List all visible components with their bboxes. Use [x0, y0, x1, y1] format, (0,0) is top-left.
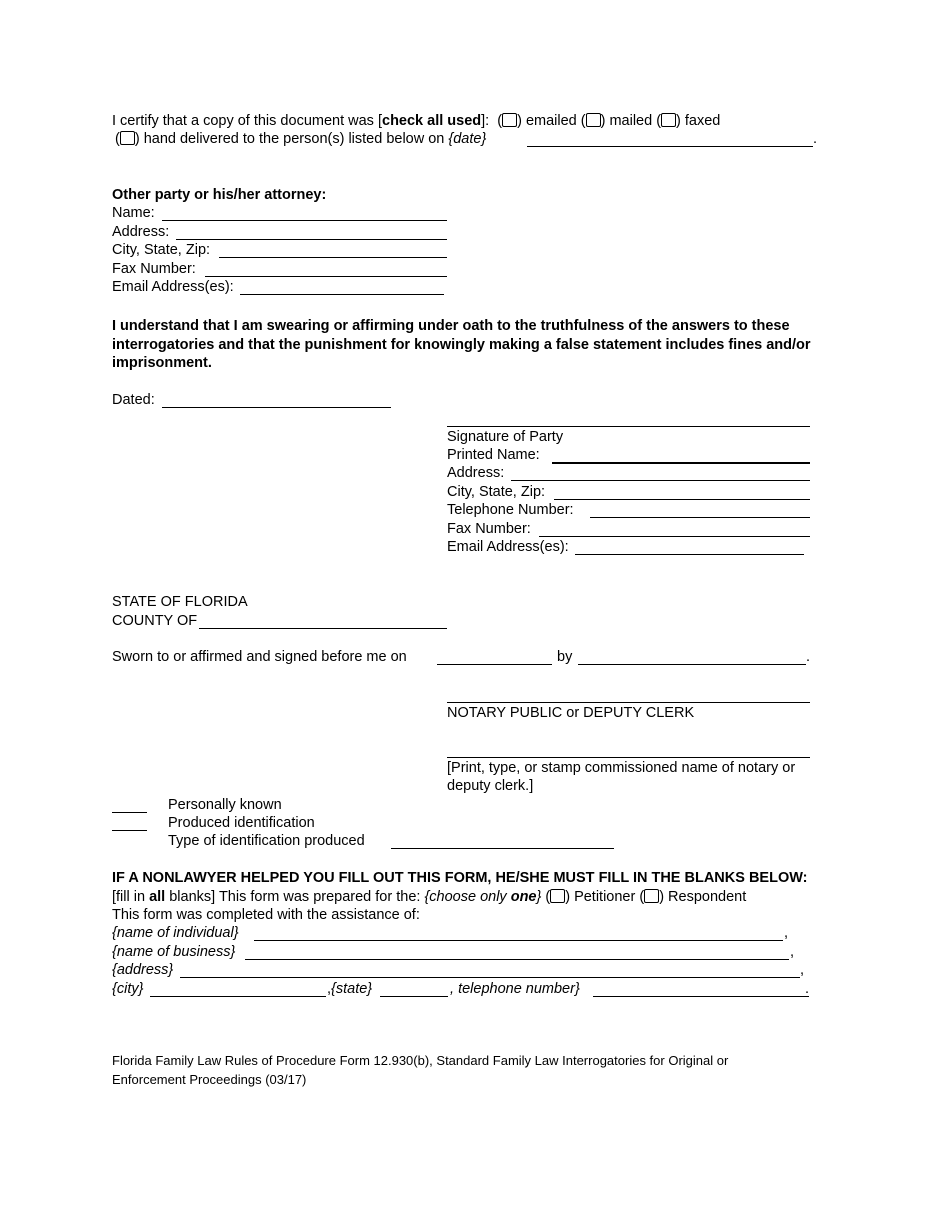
other-party-address-field[interactable]	[176, 239, 447, 240]
sworn-by-label: by	[557, 649, 573, 665]
other-party-name-label: Name:	[112, 205, 155, 221]
sig-telephone-label: Telephone Number:	[447, 502, 574, 518]
other-party-fax-field[interactable]	[205, 276, 447, 277]
petitioner-checkbox[interactable]	[550, 889, 565, 903]
address-label: {address}	[112, 962, 174, 978]
city-label: {city}	[112, 981, 144, 997]
id-type-field[interactable]	[391, 848, 614, 849]
dated-field[interactable]	[162, 407, 391, 408]
other-party-fax-label: Fax Number:	[112, 261, 196, 277]
notary-signature-field[interactable]	[447, 702, 810, 703]
sig-telephone-field[interactable]	[590, 517, 810, 518]
business-field[interactable]	[245, 959, 789, 960]
personally-known-field[interactable]	[112, 812, 147, 813]
emailed-checkbox[interactable]	[502, 113, 517, 127]
produced-id-label: Produced identification	[168, 815, 315, 831]
individual-field[interactable]	[254, 940, 783, 941]
other-party-email-field[interactable]	[240, 294, 444, 295]
notary-name-field[interactable]	[447, 757, 810, 758]
oath-line-1: I understand that I am swearing or affirming under oath to the truthfulness of the answers to these	[112, 318, 790, 334]
sig-email-label: Email Address(es):	[447, 539, 569, 555]
delivery-date-field[interactable]	[527, 146, 813, 147]
assist-city-field[interactable]	[150, 996, 326, 997]
nonlawyer-heading: IF A NONLAWYER HELPED YOU FILL OUT THIS FORM, HE/SHE MUST FILL IN THE BLANKS BELOW:	[112, 870, 808, 886]
footer-line-2: Enforcement Proceedings (03/17)	[112, 1072, 307, 1087]
sig-fax-label: Fax Number:	[447, 521, 531, 537]
produced-id-field[interactable]	[112, 830, 147, 831]
telephone-label: , telephone number}	[450, 981, 580, 997]
signature-label: Signature of Party	[447, 429, 564, 445]
id-type-label: Type of identification produced	[168, 833, 365, 849]
other-party-address-label: Address:	[112, 224, 170, 240]
assistance-label: This form was completed with the assistance of:	[112, 907, 420, 923]
state-label: STATE OF FLORIDA	[112, 594, 248, 610]
other-party-name-field[interactable]	[162, 220, 447, 221]
sworn-date-field[interactable]	[437, 664, 552, 665]
sworn-by-field[interactable]	[578, 664, 806, 665]
sig-fax-field[interactable]	[539, 536, 810, 537]
notary-title: NOTARY PUBLIC or DEPUTY CLERK	[447, 705, 695, 721]
sig-address-label: Address:	[447, 465, 505, 481]
sig-city-label: City, State, Zip:	[447, 484, 546, 500]
hand-delivered-checkbox[interactable]	[120, 131, 135, 145]
oath-line-3: imprisonment.	[112, 355, 212, 371]
certify-line-1: I certify that a copy of this document was [check all used]: ( ) emailed ( ) mailed ( ) faxed	[112, 113, 721, 129]
printed-name-field[interactable]	[552, 462, 810, 464]
printed-name-label: Printed Name:	[447, 447, 540, 463]
faxed-checkbox[interactable]	[661, 113, 676, 127]
footer-line-1: Florida Family Law Rules of Procedure Form 12.930(b), Standard Family Law Interrogatories for Original or	[112, 1053, 729, 1068]
sig-city-field[interactable]	[554, 499, 810, 500]
county-label: COUNTY OF	[112, 613, 198, 629]
notary-print-line-1: [Print, type, or stamp commissioned name of notary or	[447, 760, 796, 776]
dated-label: Dated:	[112, 392, 155, 408]
other-party-city-label: City, State, Zip:	[112, 242, 211, 258]
respondent-checkbox[interactable]	[644, 889, 659, 903]
other-party-email-label: Email Address(es):	[112, 279, 234, 295]
sworn-text: Sworn to or affirmed and signed before me on	[112, 649, 407, 665]
assist-telephone-field[interactable]	[593, 996, 809, 997]
mailed-checkbox[interactable]	[586, 113, 601, 127]
business-label: {name of business}	[112, 944, 236, 960]
individual-label: {name of individual}	[112, 925, 239, 941]
county-field[interactable]	[199, 628, 447, 629]
assist-address-field[interactable]	[180, 977, 800, 978]
signature-field[interactable]	[447, 426, 810, 427]
sig-email-field[interactable]	[575, 554, 804, 555]
personally-known-label: Personally known	[168, 797, 282, 813]
other-party-city-field[interactable]	[219, 257, 447, 258]
state-label-italic: {state}	[331, 981, 373, 997]
notary-print-line-2: deputy clerk.]	[447, 778, 534, 794]
oath-line-2: interrogatories and that the punishment for knowingly making a false statement includes fines and/or	[112, 337, 811, 353]
assist-state-field[interactable]	[380, 996, 448, 997]
certify-line-2: ( ) hand delivered to the person(s) listed below on {date}	[115, 131, 487, 147]
other-party-heading: Other party or his/her attorney:	[112, 187, 327, 203]
sig-address-field[interactable]	[511, 480, 810, 481]
prepared-for-line: [fill in all blanks] This form was prepared for the: {choose only one} ( ) Petitioner ( ) Respondent	[112, 889, 747, 905]
